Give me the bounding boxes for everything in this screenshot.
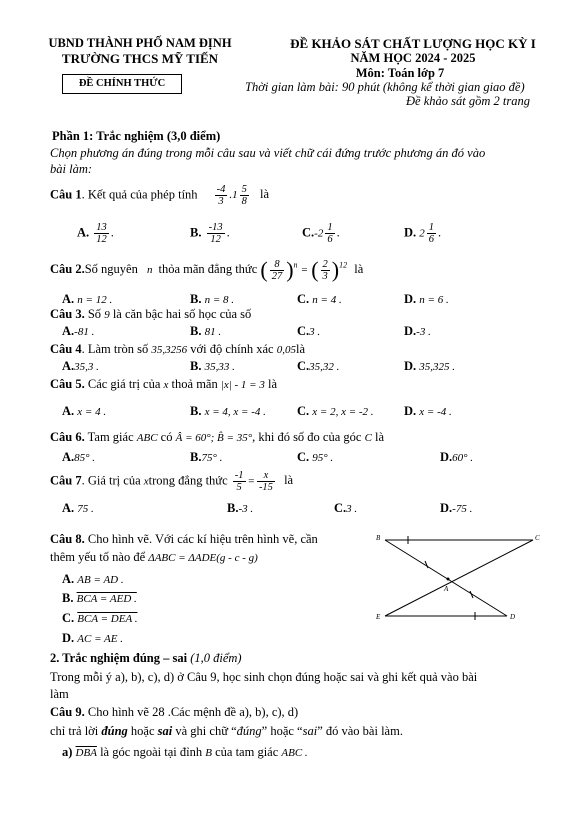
q5-option-a: A. x = 4 . <box>62 404 107 418</box>
q7-option-d: D.-75 . <box>440 501 473 515</box>
q8-option-c: C. BCA = DEA . <box>62 611 138 625</box>
part1-instruction-1: Chọn phương án đúng trong mỗi câu sau và viết chữ cái đứng trước phương án đó vào <box>50 146 486 160</box>
q4-option-c: C.35,32 . <box>297 359 340 373</box>
q8-option-b: B. BCA = AED . <box>62 591 137 605</box>
q2-option-a: A. n = 12 . <box>62 292 113 306</box>
q7-option-a: A. 75 . <box>62 501 94 515</box>
question-3: Câu 3. Số 9 là căn bậc hai số học của số <box>50 307 252 321</box>
q8-option-d: D. AC = AE . <box>62 631 123 645</box>
q2-option-d: D. n = 6 . <box>404 292 449 306</box>
q1-option-d: D. 2 $\frac{1}{6}$ . <box>404 222 442 245</box>
q1-option-b: B. $\frac{-13}{12}$ . <box>190 222 230 245</box>
q9-statement-a: a) $\overline{DBA}$ là góc ngoài tại đỉnh B của tam giác ABC . <box>62 745 308 759</box>
q3-option-d: D.-3 . <box>404 324 431 338</box>
question-7: Câu 7. Giá trị của xtrong đẳng thức $\frac{-1}{5}$ = $\frac{x}{-15}$ là <box>50 470 294 493</box>
segment-ce <box>385 540 533 616</box>
label-b: B <box>376 534 381 542</box>
header-school: TRƯỜNG THCS MỸ TIẾN <box>61 51 219 66</box>
q2-option-b: B. n = 8 . <box>190 292 235 306</box>
q3-option-c: C.3 . <box>297 324 321 338</box>
q1-option-c: C.-2 $\frac{1}{6}$ . <box>302 222 340 245</box>
official-box <box>62 74 182 94</box>
segment-bd <box>385 540 507 616</box>
label-c: C <box>535 534 540 542</box>
question-2: Câu 2.Số nguyên n thỏa mãn đẳng thức ( $\frac{8}{27}$ )$^n$ = ( $\frac{2}{3}$ )$^{12}$ là <box>50 257 364 282</box>
q6-option-b: B.75° . <box>190 450 223 464</box>
part2-title: 2. Trắc nghiệm đúng – sai (1,0 điểm) <box>50 651 242 665</box>
point-a <box>447 578 450 581</box>
q6-option-d: D.60° . <box>440 450 474 464</box>
q3-option-b: B. 81 . <box>190 324 222 338</box>
q6-option-c: C. 95° . <box>297 450 334 464</box>
part2-line1: Trong mỗi ý a), b), c), d) ở Câu 9, học sinh chọn đúng hoặc sai và ghi kết quả vào bài <box>50 670 478 684</box>
q4-option-b: B. 35,33 . <box>190 359 235 373</box>
q5-option-d: D. x = -4 . <box>404 404 452 418</box>
subject: Môn: Toán lớp 7 <box>355 66 445 80</box>
q2-option-c: C. n = 4 . <box>297 292 342 306</box>
question-9-line2: chỉ trả lời đúng hoặc sai và ghi chữ “đúng” hoặc “sai” đó vào bài làm. <box>50 724 403 738</box>
question-4: Câu 4. Làm tròn số 35,3256 với độ chính xác 0,05là <box>50 342 306 356</box>
label-d: D <box>510 613 516 621</box>
q1-option-a: A. $\frac{13}{12}$ . <box>77 222 114 245</box>
school-year: NĂM HỌC 2024 - 2025 <box>350 51 476 65</box>
q6-option-a: A.85° . <box>62 450 96 464</box>
question-5: Câu 5. Các giá trị của x thoả mãn |x| - 1 = 3 là <box>50 377 278 391</box>
question-8-line2: thêm yếu tố nào để ΔABC = ΔADE(g - c - g) <box>50 550 258 564</box>
time-info: Thời gian làm bài: 90 phút (không kể thời gian giao đề) <box>245 80 525 94</box>
q5-option-b: B. x = 4, x = -4 . <box>190 404 266 418</box>
tick-ba <box>425 561 428 568</box>
question-1: Câu 1. Kết quả của phép tính $\frac{-4}{3}$ .1 $\frac{5}{8}$ là <box>50 184 270 207</box>
q5-option-c: C. x = 2, x = -2 . <box>297 404 374 418</box>
header-ubnd: UBND THÀNH PHỐ NAM ĐỊNH <box>48 36 232 50</box>
q7-option-b: B.-3 . <box>227 501 254 515</box>
label-a: A <box>444 585 449 593</box>
question-6: Câu 6. Tam giác ABC có Â = 60°; B̂ = 35°, khi đó số đo của góc C là <box>50 430 385 444</box>
geometry-figure <box>370 528 550 628</box>
question-9: Câu 9. Cho hình vẽ 28 .Các mệnh đề a), b), c), d) <box>50 705 299 719</box>
pages-info: Đề khảo sát gồm 2 trang <box>406 94 530 108</box>
q3-option-a: A.-81 . <box>62 324 95 338</box>
q4-option-d: D. 35,325 . <box>404 359 456 373</box>
part1-instruction-2: bài làm: <box>50 162 93 176</box>
exam-title: ĐỀ KHẢO SÁT CHẤT LƯỢNG HỌC KỲ I <box>290 36 536 51</box>
q8-option-a: A. AB = AD . <box>62 572 124 586</box>
official-label: ĐỀ CHÍNH THỨC <box>78 78 166 89</box>
q7-option-c: C.3 . <box>334 501 358 515</box>
label-e: E <box>376 613 381 621</box>
question-8: Câu 8. Cho hình vẽ. Với các kí hiệu trên hình vẽ, cần <box>50 532 318 546</box>
q4-option-a: A.35,3 . <box>62 359 99 373</box>
part1-title: Phần 1: Trắc nghiệm (3,0 điểm) <box>52 129 221 143</box>
part2-line2: làm <box>50 687 69 701</box>
